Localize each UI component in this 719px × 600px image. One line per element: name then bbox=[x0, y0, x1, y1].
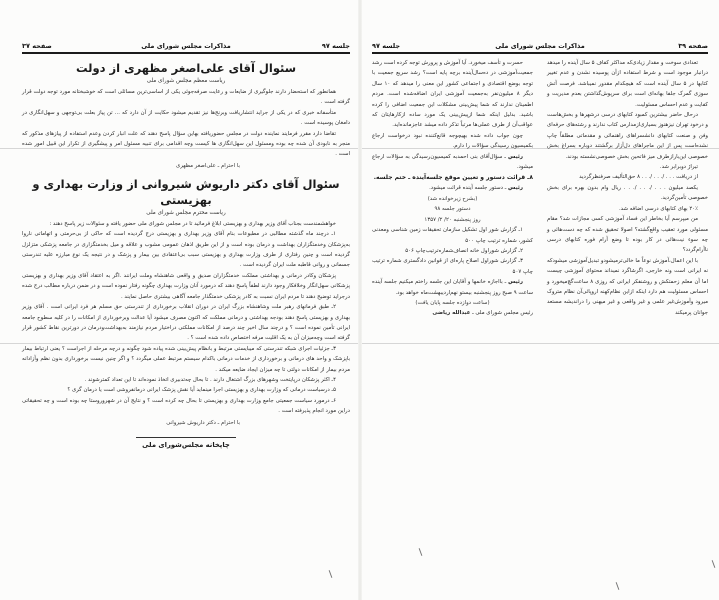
section-heading: ۸ـ قرائت دستور و تعیین موقع جلسه‌آینده ـ ختم جلسه. bbox=[373, 174, 533, 182]
paragraph: تیراژ دوبرابر شد. bbox=[659, 164, 698, 171]
speaker-turn bbox=[372, 152, 533, 173]
left-page bbox=[22, 0, 350, 600]
paragraph: ۱ـ درچند ماه گذشته مطالبی در مطبوعات بنام آقای وزیر بهداری و بهزیستی درج گردیده است که حاکی از بی‌حرمتی و اتهاماتی ناروا به‌پزشکان وخدمتگزاران بهداشت و درمان بوده است و از این طریق اذهان عمومی مشوب و علاقه و میل بخدمتگزاری در جامعه پزشکی متزلزل گردیده است و چنین رفتاری از طرف وزارت بهداری و بهزیستی سبب بی‌اعتقادی بین بیمار و پزشک و در نتیجه یک نوع مبارزه علیه تندرستی جسمانی و روانی قاطبه ملت ایران گردیده است . bbox=[22, 231, 350, 269]
left-column bbox=[372, 58, 533, 319]
paragraph: با این اعمال،آموزش نوعاً ما خالی‌ترمیشودو تبدیل‌آموزشی میشودکه نه ایرانی است ونه خارجی، اگرشاگرد نمیداند محتوای آموزشی چیست اما آن معلم زحمتکش و روشنفکر ایرانی که روزی ۸ ساعت‌گچ‌میخورد و احساس مسئولیت هم دارد اینکه ازاین نظام‌کهنه اروپائی‌آن نظام متروک میرود وآموزش‌غیر علمی و غیر واقعی و غیر میهنی را دراندیشه مستعد جوانان پرمیکند bbox=[547, 257, 709, 316]
paragraph: ۵ـ درسیاست درمانی که وزارت بهداری و بهزیستی اجرا مینماید آیا نقش پزشک ایرانی درمانفروشی است یا درمان گری ؟ bbox=[67, 387, 336, 394]
speaker-text: ـ بااجازه خانمها و آقایان این جلسه راختم میکنیم جلسه آینده ساعت ۹ صبح روز پنجشنبه بیستو نهم‌اردیبهشت‌ماه خواهد بود. bbox=[372, 279, 533, 296]
question-2-title: سئوال آقای دکتر داریوش شیروانی از وزارت بهداری و بهزیستی bbox=[32, 176, 340, 207]
agenda-item: ۳ـ گزارش شوراول اصلاح پاره‌ای از قوانین دادگستری شماره ترتیب چاپ ۵۰۷ bbox=[372, 258, 533, 275]
speaker-label: رئیس bbox=[508, 153, 523, 160]
paragraph: ۳ـ جزئیات اجرای شبکه تندرستی که میبایستی مرتبط و بانظام پیش‌بینی شده پیاده شود چگونه و درچه مرحله از اجراست ؟ یعنی ارتباط بیمار باپزشک و واحد های درمانی و برخورداری از خدمات درمانی باکدام سیستم مرتبط عملی میگردد ؟ و اگر چنین نیست برخورداری بدون نظم وآزادانه مردم بیمار از امکانات دولتی تا چه میزان ایجاد ضایعه میکند . bbox=[22, 345, 350, 373]
paragraph: تعدادی سوخت و مقدار زیادی‌که مداکثر کفاف ۵ سال آینده را میدهد درانبار موجود است و شرط استفاده ازآن پوسیده نشدن و عدم تغییر کتابها در ۵ سال آینده است که هیچکدام مقدور نمیباشد. فرصت آتش سوزی گمرک جلفا بهانه‌ای است برای سرپوش‌گذاشتن بعدم مدیریت و کفایت و عدم احساس مسئولیت. bbox=[547, 60, 708, 108]
paragraph: از دریافت . . . /. . . /. . . ۸ حق‌التألیف صرفنظرگردید bbox=[579, 174, 698, 181]
journal-title: مذاکرات مجلس شورای ملی bbox=[141, 42, 231, 50]
paragraph: ۲۰٪ بهای کتابهای درسی اضافه شد. bbox=[618, 205, 698, 212]
president-title: رئیس مجلس شورای ملی ـ bbox=[472, 310, 533, 317]
session-label: جلسه ۹۷ bbox=[372, 42, 401, 50]
speaker-turn bbox=[372, 277, 533, 298]
paragraph: یکصد میلیون . . . /. . . /. . . ریال وام بدون بهره برای بخش خصوصی تأمین‌گردید. bbox=[547, 184, 708, 202]
president-signature bbox=[372, 308, 533, 318]
agenda-item: ۱ـ گزارش شور اول تشکیل سازمان تحقیقات زمین شناسی ومعدنی کشور، شماره ترتیب چاپ ۵۰۰ bbox=[372, 227, 533, 244]
paragraph: چون جواب داده شده بهیچوجه قانع‌کننده نبود درخواست ارجاع بکمیسیون رسیدگی سؤالات را دارم. bbox=[372, 132, 533, 150]
scan-speck bbox=[712, 560, 716, 568]
paragraph: متأسفانه خبری که در یکی از جراید انتشاریافت وبرنج‌ها نیز تقدیم میشود حکایت از آن دارد که ... تن پیاز بعلت بی‌توجهی و سهل‌انگاری در دامغان پوسیده است . bbox=[22, 109, 350, 127]
printer-imprint: چاپخانه مجلس‌شورای ملی bbox=[142, 440, 230, 449]
speaker-label: رئیس bbox=[508, 279, 524, 286]
page-number: صفحه ۳۹ bbox=[678, 42, 708, 50]
question-2-address: ریاست محترم مجلس شورای ملی bbox=[146, 209, 226, 216]
speaker-text: ـ سؤال‌آقای بنی احمدبه کمیسیون‌رسیدگی به سؤالات ارجاع میشود. bbox=[372, 153, 533, 171]
paragraph: حسرت و تأسف میخورد. آیا آموزش و پرورش توجه کرده است رشد جمعیت‌آموزشی در ده‌سال‌آینده برچه پایه است؟ رشد سریع جمعیت با توجه بوضع اقتصادی و اجتماعی کشور این معنی را میدهد که ۱۰ سال دیگر ۸ میلیون‌نفر به‌جمعیت آموزشی ایران اضافه‌شده است. مردم اطمینان ندارند که شما پیش‌بینی مشکلات این جمعیت اضافی را کرده باشید. بدلیل اینکه شما ازپیش‌بینی یک مورد ساده ازکارهایتان که عواقب‌آن از طرف عملی‌ها مرتباً تذکر داده میشد عاجزمانده‌اید. bbox=[372, 60, 533, 129]
page-header bbox=[22, 40, 350, 52]
question-1-signature: با احترام ـ علی‌اصغر مظهری bbox=[176, 162, 240, 169]
paragraph: ۶ـ درمورد سیاست جمعیتی جامع وزارت بهداری و بهزیستی تا بحال چه کرده است ؟ و نتایج آن در شهرو‌روستا چه بوده است و چه تحقیقاتی دراین مورد انجام پذیرفته است . bbox=[22, 397, 350, 415]
speaker-text: ـ دستور جلسه آینده قرائت میشود. bbox=[429, 185, 507, 192]
president-name: عبدالله ریاضی bbox=[432, 310, 471, 317]
page-fold bbox=[358, 0, 362, 600]
agenda-title: دستور جلسه ۹۸ bbox=[434, 206, 471, 213]
paragraph: تقاضا دارد مقرر فرمایند نماینده دولت در مجلس حضوریافته بهاین سؤال پاسخ دهند که علت انبار کردن وعدم استفاده از پیازهای مذکور که منجر به نابودی آن شده چه بوده ومسئول این سهل‌انگاری ها کیست وچه اقدامی برای تنبیه مسئول امر و پیشگیری از تکرار این قبیل امور شده است . bbox=[22, 130, 350, 158]
footer-rule bbox=[136, 437, 236, 438]
speaker-label: رئیس bbox=[508, 185, 523, 192]
page-number: صفحه ۳۷ bbox=[22, 42, 52, 50]
paragraph: درحال حاضر بیشترین کمبود کتابهای درسی درشهرها و بخش‌هاست و درخود تهران نیزهنوز بسیاری‌ازمدارس کتاب ندارند و رشته‌های حرفه‌ای وفن و صنعت کتابهای دانشسراهای راهنمائی و مقدماتی مطلقاً چاپ نشده‌است پس از این ماجراهای دل‌آزار برگشتند دوباره بسراغ بخش خصوصی این‌بارازطرف میز فاتحین بخش خصوصی‌نشسته بودند. bbox=[547, 112, 708, 160]
right-page bbox=[372, 0, 708, 600]
centered-note: (بشرح زیرخوانده شد) bbox=[427, 195, 478, 202]
header-rule bbox=[22, 52, 350, 54]
paragraph: من میپرسم آیا بخاطر این فساد آموزشی کسی مجازات شد؟ مقام مسئولی مورد تعقیب واقع‌گشته؟ اصولا تحقیق شده که چه دست‌هائی و چه سوء نیت‌هائی در کار بوده تا وضع آرام فوره کتابهای درسی ناآرام‌گردد؟ bbox=[547, 216, 708, 254]
right-column bbox=[547, 58, 708, 319]
paragraph: ۴ـ اکثر پزشکان درپایتخت وشهرهای بزرگ اشتغال دارند . تا بحال چه‌تدبیری اتخاذ نموده‌اند تا این تعداد کمترشوند . bbox=[84, 376, 336, 383]
left-page-content bbox=[22, 58, 350, 449]
question-1-title: سئوال آقای علی‌اصغر مظهری از دولت bbox=[75, 61, 297, 75]
paragraph: پزشکان وکادر درمانی و بهداشتی مملکت خدمتگزاران صدیق و واقعی شاهنشاه وملت ایرانند .اگر به اعتقاد آقای وزیر بهداری و بهزیستی پزشکانی سهل‌انگار وخلافکار وجود دارند لطفاً پاسخ دهند که درمورد آنان وزارت بهداری چگونه رفتار نموده است و در ضمن درباره مطالب درج شده درجراید توضیح دهند تا مردم ایران نسبت به کادر پزشکی خدمتگذار جامعه آگاهی بیشتری حاصل نمایند . bbox=[22, 272, 350, 300]
closing-note: (ساعت دوازده جلسه پایان یافت) bbox=[415, 299, 490, 306]
agenda-date: روز پنجشنبه ۲۰/ ۲/ ۱۳۵۷ bbox=[424, 216, 481, 223]
two-column-body bbox=[372, 58, 708, 319]
header-rule bbox=[372, 52, 708, 54]
paragraph: ۲ـ طبق فرمانهای رهبر ملت وشاهنشاه بزرگ ایران در دوران انقلاب برخورداری از تندرستی حق مسلم هر فرد ایرانی است . آقای وزیر بهداری و بهزیستی پاسخ دهند بودجه بهداشتی و درمانی مملکت که اکنون مصرف میشود آیا عدالت وبرخورداری از امکانات را در کلیه سطوح جامعه ایرانی تأمین نموده است ؟ و درچند سال اخیر چند درصد از امکانات مملکتی دراختیار مردم نیازمند به‌بهداشت‌ودرمان در دورترین نقاط کشور قرار گرفته است وچه‌میزان آن به یک اقلیت مرفه اختصاص داده شده است ؟ . bbox=[22, 304, 350, 342]
paragraph: همانطور که استحضار دارند جلوگیری از ضایعات و رعایت صرفه‌جوئی یکی از اساسی‌ترین مسائلی است که خوشبختانه مورد توجه دولت قرار گرفته است . bbox=[22, 89, 350, 106]
session-label: جلسه ۹۷ bbox=[321, 42, 350, 50]
journal-title: مذاکرات مجلس شورای ملی bbox=[495, 42, 585, 50]
question-1-address: ریاست معظم مجلس شورای ملی bbox=[146, 78, 226, 84]
agenda-item: ۲ـ گزارش شوراول خانه انصاف‌شماره‌ترتیب‌چاپ ۵۰۶ bbox=[405, 247, 523, 254]
speaker-turn bbox=[372, 183, 533, 193]
page-header bbox=[372, 40, 708, 52]
question-2-signature: با احترام ـ دکتر داریوش شیروانی bbox=[166, 419, 240, 426]
paragraph: خواهشمندست بجناب آقای وزیر بهداری و بهزیستی ابلاغ فرمائید تا در مجلس شورای ملی حضور یافته و سئوالات زیر پاسخ دهند : bbox=[49, 220, 336, 227]
